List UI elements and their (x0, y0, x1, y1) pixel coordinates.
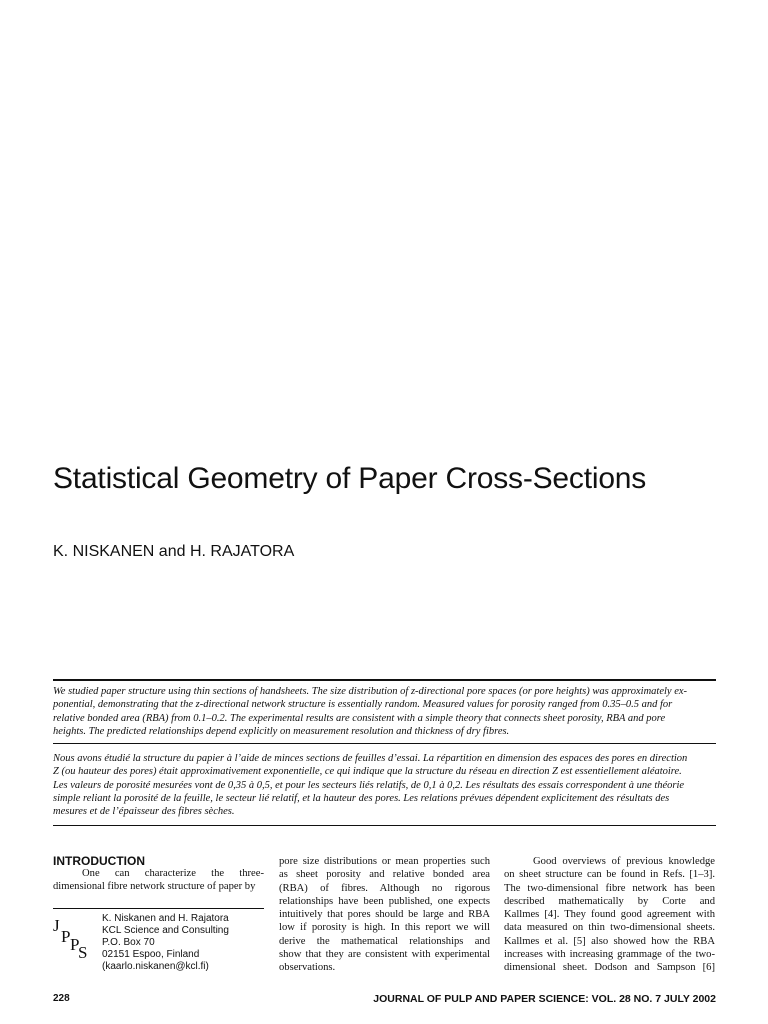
affiliation-city: 02151 Espoo, Finland (102, 949, 200, 961)
abstract-french-line: Z (ou hauteur des pores) était approximativement exponentielle, ce qui indique que la structure du réseau en direction Z est essentiellement aléatoire. (53, 766, 682, 778)
body-line: Kallmes et al. [5] also showed how the RBA (504, 935, 715, 947)
abstract-french (53, 752, 716, 818)
affiliation-rule (53, 908, 264, 909)
jpps-logo (53, 914, 93, 964)
affiliation-organization: KCL Science and Consulting (102, 925, 229, 937)
abstract-english-line: We studied paper structure using thin sections of handsheets. The size distribution of z-directional pore spaces (or pore heights) was approximately ex- (53, 686, 688, 697)
body-line: Kallmes [4]. They found good agreement with (504, 909, 715, 920)
affiliation-po-box: P.O. Box 70 (102, 937, 155, 949)
body-line: increases with increasing grammage of the two- (504, 948, 715, 960)
affiliation-email: (kaarlo.niskanen@kcl.fi) (102, 961, 209, 973)
body-line: as sheet porosity and relative bonded area (279, 869, 490, 881)
logo-letter-j: J (53, 916, 60, 935)
body-line: on sheet structure can be found in Refs. [1–3]. (504, 869, 715, 881)
body-line: observations. (279, 962, 336, 973)
logo-letter-p1: P (61, 927, 71, 946)
body-line: Good overviews of previous knowledge (533, 856, 715, 867)
body-line: One can characterize the three- (82, 868, 264, 879)
abstract-french-line: Nous avons étudié la structure du papier à l’aide de minces sections de feuilles d’essai. La répartition en dimension des espaces des pores en direction (53, 753, 688, 764)
body-line: show that they are consistent with experimental (279, 948, 490, 960)
body-column-2 (279, 855, 490, 974)
logo-letter-s: S (78, 943, 88, 962)
body-line: The two-dimensional fibre network has been (504, 882, 715, 894)
body-line: relationships have been published, one expects (279, 895, 490, 907)
abstract-english-line: ponential, demonstrating that the z-directional network structure is essentially random. Measured values for porosity ranged from 0.35–0.5 and for (53, 699, 673, 711)
abstract-french-line: mesures et de l’épaisseur des fibres sèches. (53, 806, 235, 818)
abstract-top-rule (53, 679, 716, 681)
body-line: low if porosity is high. In this report we will (279, 922, 490, 934)
body-line: intuitively that pores should be large and RBA (279, 909, 490, 920)
abstract-french-line: simple reliant la porosité de la feuille, le secteur lié relatif, et la hauteur des pores. Les relations prévues dépendent explicitement des résultats des (53, 792, 670, 804)
abstract-bottom-rule (53, 825, 716, 826)
paper-authors: K. NISKANEN and H. RAJATORA (53, 543, 295, 560)
abstract-divider (53, 743, 716, 744)
body-line: pore size distributions or mean properties such (279, 856, 490, 867)
body-line: (RBA) of fibres. Although no rigorous (279, 882, 490, 894)
section-heading-introduction: INTRODUCTION (53, 854, 145, 868)
body-column-3 (504, 855, 715, 974)
abstract-english-line: relative bonded area (RBA) from 0.1–0.2. The experimental results are consistent with a simple theory that connects sheet porosity, RBA and pore (53, 712, 666, 724)
body-line: data measured on thin two-dimensional sheets. (504, 922, 715, 934)
abstract-french-line: Les valeurs de porosité mesurées vont de 0,35 à 0,5, et pour les secteurs liés relatifs, de 0,1 à 0,2. Les résultats des essais correspondent à une théorie (53, 779, 685, 791)
affiliation-authors: K. Niskanen and H. Rajatora (102, 913, 229, 924)
body-line: dimensional fibre network structure of paper by (53, 881, 256, 893)
body-line: described mathematically by Corte and (504, 895, 715, 907)
body-line: dimensional sheet. Dodson and Sampson [6] (504, 962, 715, 973)
page-number: 228 (53, 993, 70, 1004)
abstract-english (53, 685, 716, 738)
body-line: derive the mathematical relationships and (279, 935, 490, 947)
body-column-1 (53, 867, 264, 894)
author-affiliation (102, 913, 229, 973)
paper-title: Statistical Geometry of Paper Cross-Sections (53, 462, 647, 495)
journal-running-footer: JOURNAL OF PULP AND PAPER SCIENCE: VOL. 28 NO. 7 JULY 2002 (373, 993, 716, 1005)
logo-letter-p2: P (70, 935, 80, 954)
abstract-english-line: heights. The predicted relationships depend explicitly on measurement resolution and thickness of dry fibres. (53, 725, 510, 737)
